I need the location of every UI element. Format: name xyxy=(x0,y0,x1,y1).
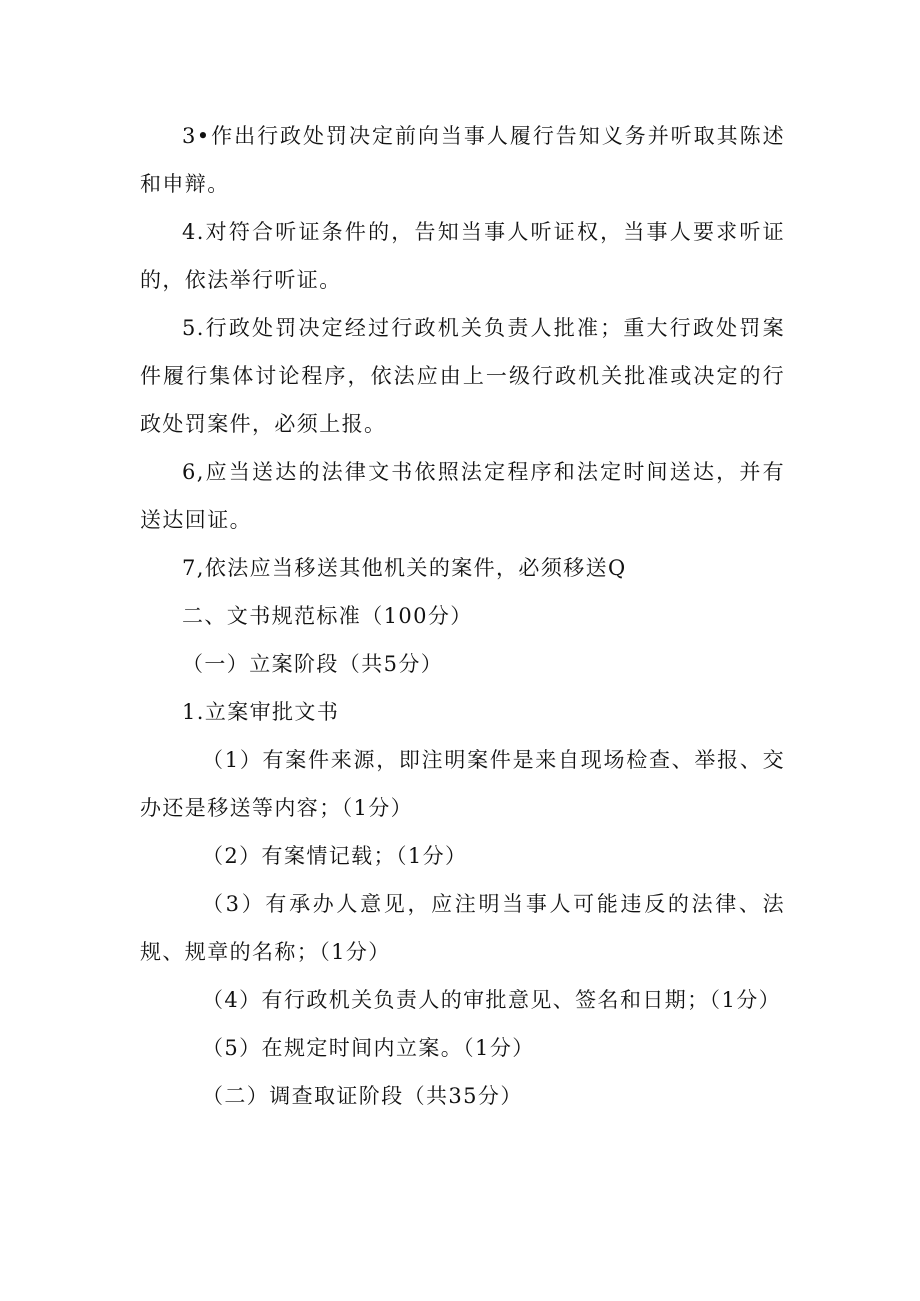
paragraph-item-7: 7,依法应当移送其他机关的案件，必须移送Q xyxy=(182,556,627,580)
item-heading-filing-approval-document: 1.立案审批文书 xyxy=(182,700,340,724)
criterion-item-4: （4）有行政机关负责人的审批意见、签名和日期；（1分） xyxy=(202,988,782,1012)
criterion-item-1: （1）有案件来源，即注明案件是来自现场检查、举报、交办还是移送等内容；（1分） xyxy=(140,748,785,820)
subsection-heading-investigation-stage: （二）调查取证阶段（共35分） xyxy=(202,1084,523,1108)
criterion-item-3: （3）有承办人意见，应注明当事人可能违反的法律、法规、规章的名称；（1分） xyxy=(140,892,785,964)
document-body xyxy=(140,112,785,1120)
section-heading-document-standards: 二、文书规范标准（100分） xyxy=(182,604,473,628)
paragraph-item-3: 3•作出行政处罚决定前向当事人履行告知义务并听取其陈述和申辩。 xyxy=(140,124,785,196)
criterion-item-2: （2）有案情记载；（1分） xyxy=(202,844,468,868)
paragraph-item-4: 4.对符合听证条件的，告知当事人听证权，当事人要求听证的，依法举行听证。 xyxy=(140,220,785,292)
paragraph-item-5: 5.行政处罚决定经过行政机关负责人批准；重大行政处罚案件履行集体讨论程序，依法应由上一级行政机关批准或决定的行政处罚案件，必须上报。 xyxy=(140,316,785,436)
paragraph-item-6: 6,应当送达的法律文书依照法定程序和法定时间送达，并有送达回证。 xyxy=(140,460,785,532)
subsection-heading-filing-stage: （一）立案阶段（共5分） xyxy=(182,652,444,676)
criterion-item-5: （5）在规定时间内立案。（1分） xyxy=(202,1036,535,1060)
